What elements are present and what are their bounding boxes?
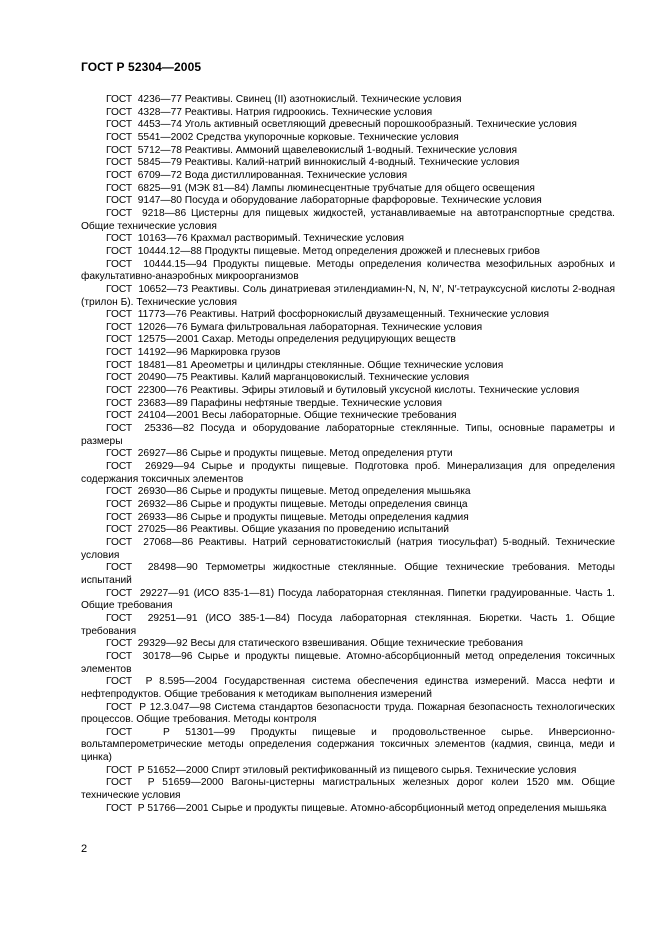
reference-title: Реактивы. Соль динатриевая этилендиамин-N, N, N′, N′-тетрауксусной кислоты 2-водная (трилон Б). Технические условия	[81, 283, 615, 308]
reference-code: ГОСТ 28498—90	[106, 562, 198, 574]
reference-entry	[81, 246, 615, 259]
reference-entry	[81, 259, 615, 284]
reference-entry	[81, 372, 615, 385]
reference-code: ГОСТ 10444.12—88	[106, 245, 202, 257]
reference-title: (ИСО 835-1—81) Посуда лабораторная стеклянная. Пипетки градуированные. Часть 1. Общие требования	[81, 587, 615, 612]
reference-code: ГОСТ 20490—75	[106, 372, 188, 384]
reference-code: ГОСТ 26932—86	[106, 499, 188, 510]
reference-entry	[81, 322, 615, 335]
reference-title: Парафины нефтяные твердые. Технические условия	[190, 397, 443, 409]
reference-title: Весы лабораторные. Общие технические требования	[201, 410, 457, 422]
reference-entry	[81, 676, 615, 701]
reference-entry	[81, 284, 615, 309]
reference-code: ГОСТ 12575—2001	[106, 334, 199, 346]
reference-title: Посуда и оборудование лабораторные стеклянные. Типы, основные параметры и размеры	[81, 423, 615, 447]
reference-code: ГОСТ 18481—81	[106, 359, 188, 371]
reference-code: ГОСТ 27068—86	[106, 536, 194, 548]
page-header-standard-id: ГОСТ Р 52304—2005	[81, 60, 202, 74]
reference-title: (МЭК 81—84) Лампы люминесцентные трубчатые для общего освещения	[184, 182, 535, 194]
reference-code: ГОСТ 6825—91	[106, 182, 182, 194]
reference-entry	[81, 423, 615, 448]
reference-code: ГОСТ 5845—79	[106, 157, 182, 169]
reference-title: Сырье и продукты пищевые. Метод определения ртути	[190, 448, 453, 460]
reference-code: ГОСТ 9218—86	[106, 207, 187, 219]
reference-code: ГОСТ 12026—76	[106, 321, 188, 333]
reference-code: ГОСТ 26933—86	[106, 511, 188, 523]
reference-title: Реактивы. Калий марганцовокислый. Технические условия	[190, 372, 470, 384]
reference-title: Крахмал растворимый. Технические условия	[190, 233, 404, 245]
reference-code: ГОСТ 26927—86	[106, 448, 188, 460]
reference-code: ГОСТ 4453—74	[106, 119, 182, 131]
reference-code: ГОСТ Р 12.3.047—98	[106, 701, 211, 713]
reference-code: ГОСТ 23683—89	[106, 397, 188, 409]
reference-entry	[81, 765, 615, 778]
page-number: 2	[81, 843, 88, 855]
reference-entry	[81, 145, 615, 158]
reference-entry	[81, 195, 615, 208]
reference-entry	[81, 410, 615, 423]
reference-title: Система стандартов безопасности труда. Пожарная безопасность технологических процессов. Общие требования. Методы контроля	[81, 701, 615, 726]
reference-entry	[81, 233, 615, 246]
reference-entry	[81, 613, 615, 638]
reference-title: Сырье и продукты пищевые. Метод определения мышьяка	[190, 486, 471, 498]
reference-title: Сырье и продукты пищевые. Методы определения кадмия	[190, 511, 469, 523]
reference-title: Реактивы. Натрий серноватистокислый (натрия тиосульфат) 5-водный. Технические условия	[81, 536, 615, 561]
reference-entry	[81, 486, 615, 499]
reference-code: ГОСТ 6709—72	[106, 169, 182, 181]
reference-title: Сырье и продукты пищевые. Атомно-абсорбционный метод определения мышьяка	[211, 802, 607, 814]
reference-code: ГОСТ 5541—2002	[106, 131, 194, 143]
reference-entry	[81, 777, 615, 802]
reference-title: Сырье и продукты пищевые. Атомно-абсорбционный метод определения токсичных элементов	[81, 650, 615, 675]
reference-title: Весы для статического взвешивания. Общие технические требования	[190, 638, 524, 650]
reference-code: ГОСТ Р 8.595—2004	[106, 676, 218, 688]
reference-title: Реактивы. Эфиры этиловый и бутиловый уксусной кислоты. Технические условия	[190, 385, 580, 397]
reference-title: Маркировка грузов	[190, 347, 281, 359]
reference-entry	[81, 461, 615, 486]
reference-entry	[81, 448, 615, 461]
reference-title: (ИСО 385-1—84) Посуда лабораторная стеклянная. Бюретки. Часть 1. Общие требования	[81, 612, 616, 637]
reference-title: Средства укупорочные корковые. Технические условия	[196, 131, 459, 143]
reference-code: ГОСТ 24104—2001	[106, 410, 199, 422]
reference-title: Продукты пищевые. Метод определения дрожжей и плесневых грибов	[204, 245, 540, 257]
reference-entry	[81, 208, 615, 233]
reference-entry	[81, 309, 615, 322]
reference-code: ГОСТ 4236—77	[106, 94, 182, 105]
normative-references-list	[81, 94, 615, 815]
reference-code: ГОСТ Р 51766—2001	[106, 802, 209, 814]
reference-entry	[81, 347, 615, 360]
reference-code: ГОСТ 29227—91	[106, 587, 190, 599]
reference-code: ГОСТ 10652—73	[106, 283, 189, 295]
reference-entry	[81, 588, 615, 613]
reference-entry	[81, 334, 615, 347]
reference-code: ГОСТ 29329—92	[106, 638, 188, 650]
reference-title: Сахар. Методы определения редуцирующих веществ	[201, 334, 456, 346]
reference-entry	[81, 727, 615, 765]
reference-code: ГОСТ 29251—91	[106, 612, 198, 624]
reference-title: Продукты пищевые. Методы определения количества мезофильных аэробных и факультативно-анаэробных микроорганизмов	[81, 258, 616, 283]
reference-entry	[81, 183, 615, 196]
reference-entry	[81, 651, 615, 676]
reference-title: Реактивы. Калий-натрий виннокислый 4-водный. Технические условия	[184, 157, 520, 169]
reference-title: Сырье и продукты пищевые. Подготовка проб. Минерализация для определения содержания токсичных элементов	[81, 461, 615, 485]
reference-code: ГОСТ 5712—78	[106, 144, 182, 156]
reference-entry	[81, 360, 615, 373]
reference-title: Государственная система обеспечения единства измерений. Масса нефти и нефтепродуктов. Общие требования к методикам выполнения измерений	[81, 676, 615, 700]
reference-entry	[81, 512, 615, 525]
reference-entry	[81, 537, 615, 562]
reference-code: ГОСТ 22300—76	[106, 385, 188, 397]
reference-title: Продукты пищевые и продовольственное сырье. Инверсионно-вольтамперометрические методы определения содержания токсичных элементов (кадмия, свинца, меди и цинка)	[81, 726, 615, 764]
reference-title: Реактивы. Натрия гидроокись. Технические условия	[184, 106, 433, 118]
reference-entry	[81, 803, 615, 816]
reference-entry	[81, 157, 615, 170]
reference-title: Ареометры и цилиндры стеклянные. Общие технические условия	[190, 359, 504, 371]
reference-title: Реактивы. Аммоний щавелевокислый 1-водный. Технические условия	[184, 144, 518, 156]
reference-code: ГОСТ 4328—77	[106, 106, 182, 118]
reference-code: ГОСТ 25336—82	[106, 423, 195, 435]
reference-title: Реактивы. Свинец (II) азотнокислый. Технические условия	[184, 94, 462, 105]
reference-code: ГОСТ 9147—80	[106, 195, 182, 207]
reference-code: ГОСТ Р 51652—2000	[106, 764, 209, 776]
reference-code: ГОСТ 27025—86	[106, 524, 188, 536]
reference-code: ГОСТ 26929—94	[106, 461, 195, 473]
reference-entry	[81, 170, 615, 183]
reference-title: Термометры жидкостные стеклянные. Общие технические требования. Методы испытаний	[81, 562, 616, 586]
reference-title: Вагоны-цистерны магистральных железных дорог колеи 1520 мм. Общие технические условия	[81, 777, 615, 802]
reference-title: Вода дистиллированная. Технические условия	[184, 169, 408, 181]
reference-title: Реактивы. Натрий фосфорнокислый двузамещенный. Технические условия	[189, 309, 549, 321]
reference-entry	[81, 94, 615, 107]
reference-title: Уголь активный осветляющий древесный порошкообразный. Технические условия	[184, 119, 577, 131]
reference-code: ГОСТ 14192—96	[106, 347, 188, 359]
reference-title: Реактивы. Общие указания по проведению испытаний	[190, 524, 449, 536]
reference-title: Спирт этиловый ректификованный из пищевого сырья. Технические условия	[211, 764, 577, 776]
reference-title: Цистерны для пищевых жидкостей, устанавливаемые на автотранспортные средства. Общие технические условия	[81, 207, 615, 232]
reference-code: ГОСТ 30178—96	[106, 650, 193, 662]
reference-title: Посуда и оборудование лабораторные фарфоровые. Технические условия	[184, 195, 542, 207]
reference-code: ГОСТ Р 51659—2000	[106, 777, 224, 789]
reference-title: Бумага фильтровальная лабораторная. Технические условия	[190, 321, 483, 333]
reference-code: ГОСТ 11773—76	[106, 309, 187, 321]
reference-code: ГОСТ 26930—86	[106, 486, 188, 498]
reference-entry	[81, 119, 615, 132]
reference-code: ГОСТ 10444.15—94	[106, 258, 208, 270]
reference-entry	[81, 638, 615, 651]
reference-entry	[81, 562, 615, 587]
reference-entry	[81, 524, 615, 537]
reference-code: ГОСТ 10163—76	[106, 233, 188, 245]
reference-entry	[81, 499, 615, 512]
reference-entry	[81, 385, 615, 398]
reference-entry	[81, 107, 615, 120]
reference-title: Сырье и продукты пищевые. Методы определения свинца	[190, 499, 468, 510]
reference-entry	[81, 132, 615, 145]
reference-code: ГОСТ Р 51301—99	[106, 726, 236, 738]
reference-entry	[81, 702, 615, 727]
reference-entry	[81, 398, 615, 411]
